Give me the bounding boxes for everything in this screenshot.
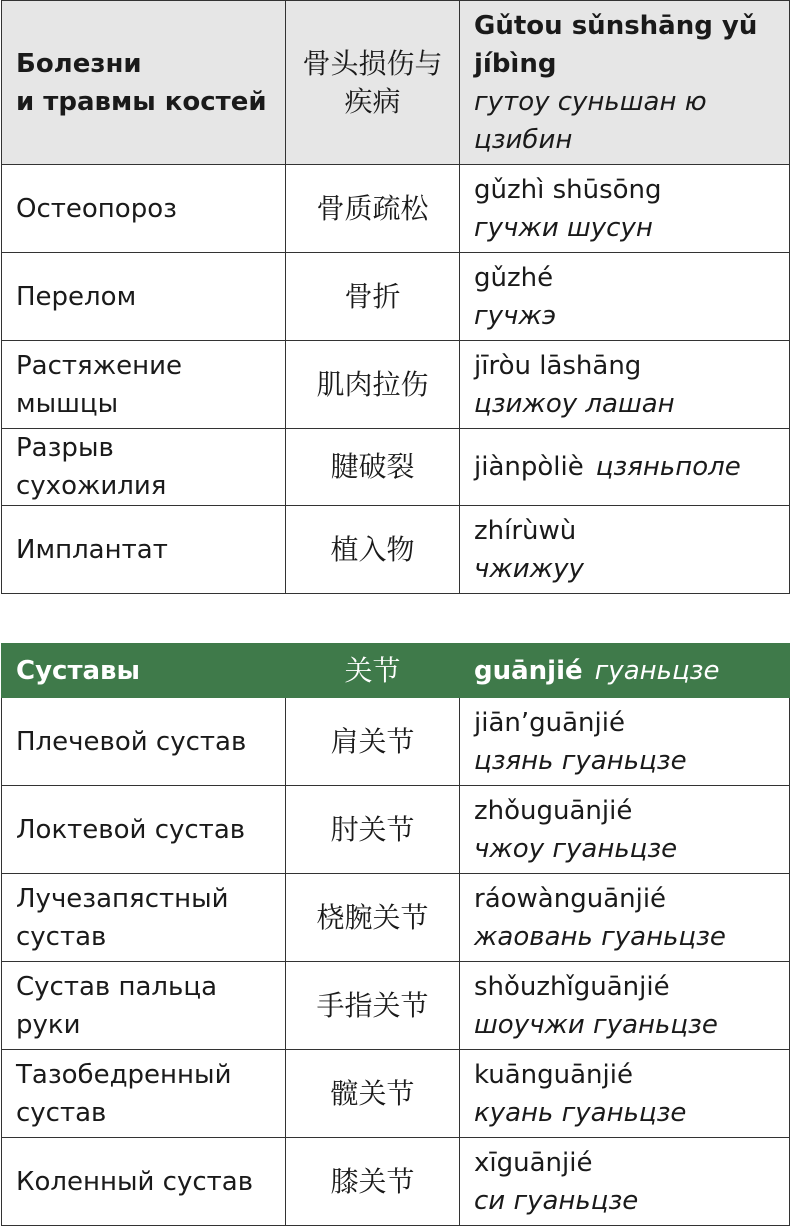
header-transcription: гутоу суньшан ю цзибин [474,86,707,155]
term-transcription: цзянь гуаньцзе [474,745,687,776]
term-chinese: 桡腕关节 [286,874,460,962]
term-russian: Плечевой сустав [2,698,286,786]
term-pinyin: gǔzhì shūsōng [474,174,662,205]
term-pinyin-cell [460,874,790,962]
header-russian: Суставы [2,644,286,698]
term-transcription: чжоу гуаньцзе [474,833,678,864]
term-pinyin: jiànpòliè [474,452,584,482]
joints-table [1,643,790,1226]
table-row [2,698,790,786]
table-row [2,1050,790,1138]
table-row [2,165,790,253]
term-chinese: 髋关节 [286,1050,460,1138]
term-pinyin-cell [460,786,790,874]
term-russian: Перелом [2,253,286,341]
header-pinyin: Gǔtou sǔnshāng yǔ jíbìng [474,10,758,79]
term-pinyin-cell [460,341,790,429]
term-russian: Остеопороз [2,165,286,253]
term-transcription: цзижоу лашан [474,388,675,419]
term-transcription: гучжэ [474,300,557,331]
term-transcription: цзяньполе [595,452,741,482]
term-chinese: 植入物 [286,506,460,594]
header-pinyin-cell [460,644,790,698]
term-chinese: 肌肉拉伤 [286,341,460,429]
term-transcription: куань гуаньцзе [474,1097,687,1128]
term-pinyin-cell [460,1138,790,1226]
table-row [2,1138,790,1226]
term-pinyin-cell [460,165,790,253]
header-ru-line2: и травмы костей [16,86,267,117]
header-russian [2,1,286,165]
term-chinese: 膝关节 [286,1138,460,1226]
term-pinyin-cell [460,506,790,594]
term-russian: Коленный сустав [2,1138,286,1226]
term-russian: Локтевой сустав [2,786,286,874]
term-pinyin: jiān’guānjié [474,707,625,738]
term-pinyin: shǒuzhǐguānjié [474,971,670,1002]
table-row [2,429,790,506]
term-pinyin: ráowànguānjié [474,883,667,914]
term-pinyin-cell [460,698,790,786]
term-pinyin-cell [460,1050,790,1138]
term-transcription: чжижуу [474,553,584,584]
term-pinyin-cell [460,253,790,341]
table-row [2,253,790,341]
table-row [2,341,790,429]
table-row [2,874,790,962]
term-russian: Лучезапястный сустав [2,874,286,962]
term-chinese: 肘关节 [286,786,460,874]
term-pinyin-cell [460,962,790,1050]
term-pinyin: gǔzhé [474,262,554,293]
term-russian: Тазобедренный сустав [2,1050,286,1138]
term-pinyin-cell [460,429,790,506]
term-pinyin: xīguānjié [474,1147,593,1178]
term-russian: Разрыв сухожилия [2,429,286,506]
term-chinese: 骨折 [286,253,460,341]
term-transcription: жаовань гуаньцзе [474,921,726,952]
term-russian: Имплантат [2,506,286,594]
table-row [2,962,790,1050]
term-pinyin: jīròu lāshāng [474,350,642,381]
term-transcription: гучжи шусун [474,212,653,243]
header-chinese: 关节 [286,644,460,698]
header-pinyin: guānjié [474,655,583,686]
header-chinese: 骨头损伤与疾病 [286,1,460,165]
term-transcription: си гуаньцзе [474,1185,639,1216]
term-chinese: 手指关节 [286,962,460,1050]
term-chinese: 骨质疏松 [286,165,460,253]
table-row [2,786,790,874]
term-russian: Растяжение мышцы [2,341,286,429]
term-pinyin: zhírùwù [474,515,577,546]
term-pinyin: zhǒuguānjié [474,795,633,826]
term-russian: Сустав пальца руки [2,962,286,1050]
header-transcription: гуаньцзе [594,655,720,686]
header-ru-line1: Болезни [16,48,142,79]
term-chinese: 腱破裂 [286,429,460,506]
term-transcription: шоучжи гуаньцзе [474,1009,718,1040]
header-pinyin-cell [460,1,790,165]
table-row [2,506,790,594]
term-chinese: 肩关节 [286,698,460,786]
table-header-row [2,1,790,165]
bone-injuries-table [1,0,790,594]
table-header-row [2,644,790,698]
term-pinyin: kuānguānjié [474,1059,633,1090]
